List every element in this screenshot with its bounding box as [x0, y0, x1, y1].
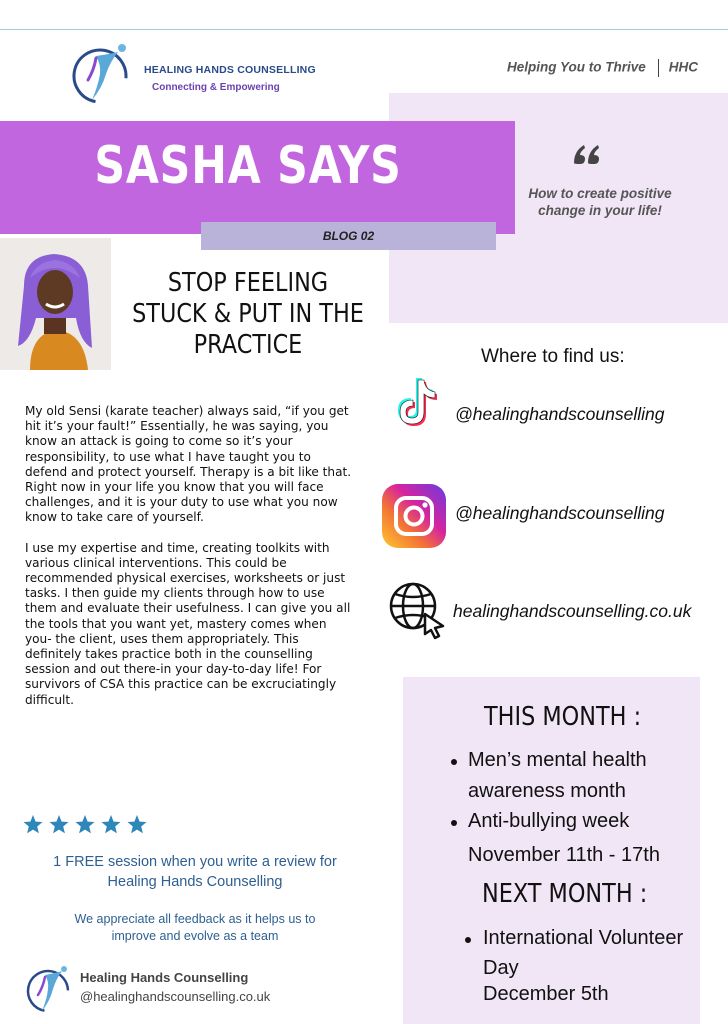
event-line: International Volunteer — [483, 927, 684, 949]
author-photo — [0, 238, 111, 370]
slogan-text: Helping You to Thrive — [506, 59, 646, 75]
footer-handle[interactable]: @healinghandscounselling.co.uk — [80, 989, 271, 1004]
instagram-handle: @healinghandscounselling — [455, 503, 665, 523]
star-icon — [128, 815, 147, 833]
logo-figure-icon — [66, 40, 134, 108]
website-link[interactable] — [380, 580, 728, 650]
review-offer-line: Healing Hands Counselling — [107, 874, 283, 890]
globe-cursor-icon — [387, 580, 447, 640]
brand-name: HEALING HANDS COUNSELLING — [144, 64, 316, 76]
review-offer — [20, 852, 370, 892]
quote-mark-icon — [572, 143, 602, 165]
brand-tagline: Connecting & Empowering — [152, 82, 280, 93]
header-slogan — [507, 59, 698, 77]
author-portrait-image — [0, 238, 111, 370]
brand-logo[interactable] — [66, 40, 326, 110]
article-heading: STOP FEELING STUCK & PUT IN THE PRACTICE — [132, 268, 364, 360]
event-line: November 11th - 17th — [468, 844, 660, 866]
review-note-line: improve and evolve as a team — [111, 929, 279, 943]
review-note — [20, 911, 370, 945]
next-month-heading: NEXT MONTH : — [482, 879, 648, 909]
tiktok-icon — [393, 376, 445, 432]
article-paragraph: My old Sensi (karate teacher) always said, “if you get hit it’s your fault!” Essentially, he was saying, you know an attack is going to come so it’s your responsibility, to use what I have taught you to defend and protect yourself. Therapy is a bit like that. Right now in your life you know that you will face challenges, and it is your duty to use what you now know to take care of yourself. — [25, 404, 352, 525]
find-us-title: Where to find us: — [481, 346, 625, 367]
review-note-line: We appreciate all feedback as it helps us to — [74, 912, 316, 926]
event-line: Men’s mental health — [468, 749, 647, 771]
header-separator — [658, 59, 659, 77]
blog-number-badge: BLOG 02 — [201, 222, 496, 250]
event-line: December 5th — [483, 983, 609, 1005]
star-icon — [24, 815, 43, 833]
star-icon — [76, 815, 95, 833]
abbr-text: HHC — [668, 59, 698, 75]
tiktok-handle: @healinghandscounselling — [455, 404, 665, 424]
event-line: Day — [483, 957, 519, 979]
top-divider — [0, 29, 728, 30]
bullet-icon — [465, 937, 471, 943]
quote-text: How to create positive change in your life! — [528, 186, 672, 218]
footer-brand-name: Healing Hands Counselling — [80, 970, 249, 985]
event-line: awareness month — [468, 780, 626, 802]
rating-stars — [22, 814, 162, 836]
this-month-heading: THIS MONTH : — [484, 702, 642, 732]
tiktok-link[interactable] — [380, 376, 728, 446]
event-line: Anti-bullying week — [468, 810, 630, 832]
article-body — [25, 404, 355, 723]
bullet-icon — [451, 759, 457, 765]
website-url: healinghandscounselling.co.uk — [453, 601, 692, 621]
article-paragraph: I use my expertise and time, creating toolkits with various clinical interventions. This could be recommended physical exercises, worksheets or just tasks. I then guide my clients through how to use them and evaluate their usefulness. I can give you all the tools that you want yet, mastery comes when you- the client, uses them appropriately. This definitely takes practice both in the counselling session and out there-in your day-to-day life! For survivors of CSA this practice can be excruciatingly difficult. — [25, 540, 351, 707]
footer-logo-icon[interactable] — [20, 961, 80, 1016]
bullet-icon — [451, 820, 457, 826]
instagram-icon — [382, 484, 446, 548]
instagram-link[interactable] — [380, 484, 728, 554]
page-title: SASHA SAYS — [94, 136, 402, 196]
star-icon — [102, 815, 121, 833]
review-offer-line: 1 FREE session when you write a review for — [53, 854, 337, 870]
star-icon — [50, 815, 69, 833]
